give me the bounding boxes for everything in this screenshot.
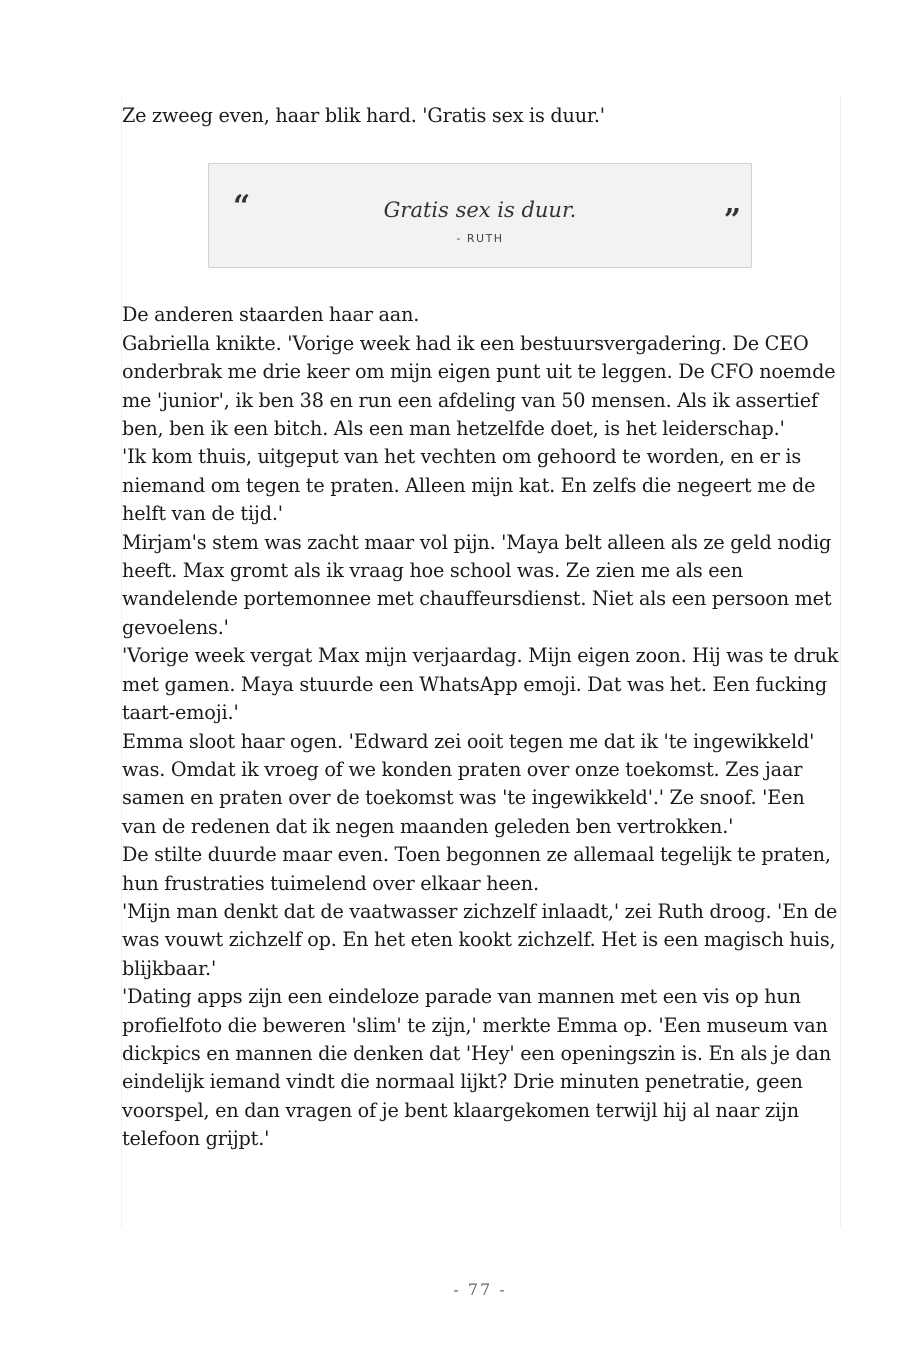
- page-content: [122, 102, 840, 1154]
- close-quote-icon: ”: [723, 203, 741, 239]
- paragraph: 'Dating apps zijn een eindeloze parade van mannen met een vis op hun profielfoto die beweren 'slim' te zijn,' merkte Emma op. 'Een museum van dickpics en mannen die denken dat 'Hey' een openingszin is. En als je dan eindelijk iemand vindt die normaal lijkt? Drie minuten penetratie, geen voorspel, en dan vragen of je bent klaargekomen terwijl hij al naar zijn telefoon grijpt.': [122, 985, 832, 1151]
- pull-quote-box: [208, 163, 752, 268]
- paragraph: Mirjam's stem was zacht maar vol pijn. 'Maya belt alleen als ze geld nodig heeft. Max gromt als ik vraag hoe school was. Ze zien me als een wandelende portemonnee met chauffeursdienst. Niet als een persoon met gevoelens.': [122, 530, 832, 639]
- pull-quote-author: - RUTH: [456, 232, 504, 246]
- paragraph: 'Vorige week vergat Max mijn verjaardag. Mijn eigen zoon. Hij was te druk met gamen. Maya stuurde een WhatsApp emoji. Dat was het. Een fucking taart-emoji.': [122, 644, 839, 725]
- intro-line: Ze zweeg even, haar blik hard. 'Gratis sex is duur.': [122, 104, 605, 127]
- open-quote-icon: “: [233, 189, 251, 225]
- paragraph: Gabriella knikte. 'Vorige week had ik een bestuursvergadering. De CEO onderbrak me drie keer om mijn eigen punt uit te leggen. De CFO noemde me 'junior', ik ben 38 en run een afdeling van 50 mensen. Als ik assertief ben, ben ik een bitch. Als een man hetzelfde doet, is het leiderschap.': [122, 331, 836, 441]
- pull-quote-text: Gratis sex is duur.: [383, 198, 577, 223]
- paragraph: 'Mijn man denkt dat de vaatwasser zichzelf inlaadt,' zei Ruth droog. 'En de was vouwt zichzelf op. En het eten kookt zichzelf. Het is een magisch huis, blijkbaar.': [122, 899, 838, 980]
- page-number: - 77 -: [453, 1280, 507, 1299]
- paragraph: De anderen staarden haar aan.: [122, 303, 420, 327]
- paragraph: Emma sloot haar ogen. 'Edward zei ooit tegen me dat ik 'te ingewikkeld' was. Omdat ik vroeg of we konden praten over onze toekomst. Zes jaar samen en praten over de toekomst was 'te ingewikkeld'.' Ze snoof. 'Een van de redenen dat ik negen maanden geleden ben vertrokken.': [122, 729, 815, 838]
- paragraph: 'Ik kom thuis, uitgeput van het vechten om gehoord te worden, en er is niemand om tegen te praten. Alleen mijn kat. En zelfs die negeert me de helft van de tijd.': [122, 445, 816, 526]
- paragraph: De stilte duurde maar even. Toen begonnen ze allemaal tegelijk te praten, hun frustraties tuimelend over elkaar heen.: [122, 843, 831, 895]
